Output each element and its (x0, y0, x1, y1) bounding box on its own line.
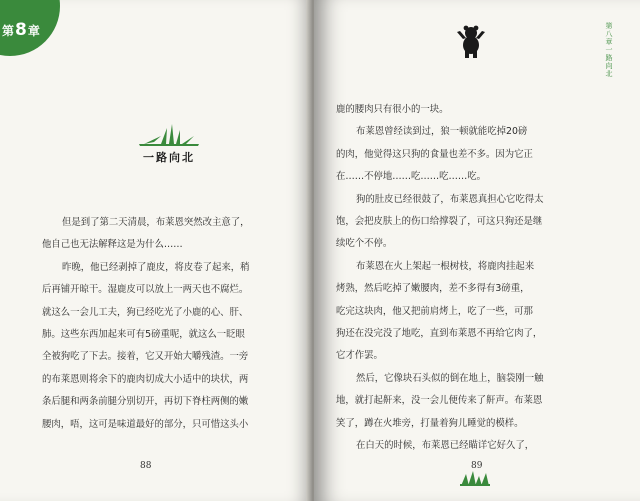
text-line: 腰肉，唔，这可是味道最好的部分，只可惜这头小 (42, 418, 249, 430)
chapter-title: 一路向北 (143, 151, 195, 164)
text-line: 肺。这些东西加起来可有5磅重呢，就这么一眨眼 (42, 329, 245, 341)
text-line: 条后腿和两条前腿分别切开，再切下脊柱两侧的嫩 (42, 396, 249, 408)
left-page-body (42, 212, 250, 436)
text-line: 在白天的时候，布莱恩已经瞄详它好久了， (356, 440, 535, 452)
running-head: 第八章 一路向北 (605, 22, 613, 78)
right-page-body (336, 99, 544, 458)
left-page (0, 0, 312, 501)
text-line: 全被狗吃了下去。接着，它又开始大嚼残渣。一旁 (42, 351, 249, 363)
chapter-label (2, 20, 41, 40)
chapter-label-pre: 第 (2, 24, 16, 38)
chapter-label-post: 章 (27, 24, 41, 38)
text-line: 他自己也无法解释这是为什么…… (42, 239, 183, 251)
chapter-title-block (134, 122, 204, 172)
text-line: 但是到了第二天清晨，布莱恩突然改主意了， (62, 217, 250, 228)
text-line: 它才作罢。 (336, 350, 383, 362)
text-line: 然后，它像块石头似的倒在地上，脑袋刚一触 (356, 372, 544, 384)
text-line: 布莱恩在火上架起一根树枝，将鹿肉挂起来 (356, 260, 535, 272)
text-line: 布莱恩曾经读到过，狼一顿就能吃掉20磅 (356, 126, 528, 138)
text-line: 狗还在没完没了地吃，直到布莱恩不再给它肉了， (336, 328, 543, 340)
page-number-left: 88 (140, 461, 152, 471)
text-line: 昨晚，他已经剥掉了鹿皮，将皮卷了起来，稍 (62, 261, 250, 273)
text-line: 后再铺开晾干。湿鹿皮可以放上一两天也不腐烂。 (42, 284, 249, 296)
text-line: 的布莱恩则将余下的鹿肉切成大小适中的块状，两 (42, 373, 249, 385)
chapter-number: 8 (15, 20, 28, 40)
page-number-right: 89 (471, 461, 483, 471)
text-line: 鹿的腰肉只有很小的一块。 (336, 104, 449, 115)
text-line: 地，就打起鼾来，没一会儿便传来了鼾声。布莱恩 (336, 395, 543, 407)
text-line: 续吃个不停。 (336, 238, 393, 250)
bear-icon (456, 24, 486, 58)
grass-icon (460, 470, 490, 486)
text-line: 吃完这块肉，他又把前肩烤上，吃了一些，可那 (336, 305, 533, 317)
text-line: 就这么一会儿工夫，狗已经吃光了小鹿的心、肝、 (42, 306, 249, 318)
text-line: 狗的肚皮已经很鼓了，布莱恩真担心它吃得太 (356, 193, 544, 205)
text-line: 烤熟，然后吃掉了嫩腰肉，差不多得有3磅重， (336, 283, 530, 295)
text-line: 的肉，他觉得这只狗的食量也差不多。因为它正 (336, 148, 533, 160)
text-line: 饱，会把皮肤上的伤口给撑裂了，可这只狗还是继 (336, 216, 543, 228)
text-line: 笑了，蹲在火堆旁，打量着狗儿睡觉的模样。 (336, 417, 524, 429)
grass-sprout-icon (134, 122, 204, 146)
text-line: 在……不停地……吃……吃……吃。 (336, 171, 487, 183)
